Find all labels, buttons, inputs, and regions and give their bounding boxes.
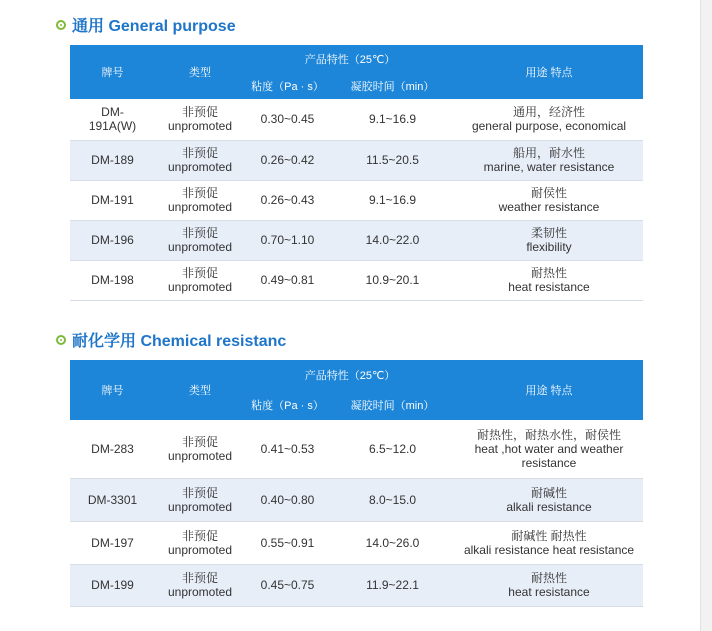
cell-gel-time: 9.1~16.9 bbox=[330, 99, 455, 140]
header-brand: 牌号 bbox=[70, 360, 155, 420]
table-row bbox=[70, 99, 643, 140]
cell-viscosity: 0.41~0.53 bbox=[245, 420, 330, 478]
table-row bbox=[70, 220, 643, 260]
table-row bbox=[70, 564, 643, 606]
table-row bbox=[70, 140, 643, 180]
cell-viscosity: 0.49~0.81 bbox=[245, 260, 330, 300]
header-usage: 用途 特点 bbox=[455, 45, 643, 99]
cell-gel-time: 14.0~26.0 bbox=[330, 521, 455, 564]
cell-brand: DM-199 bbox=[70, 564, 155, 606]
cell-type: 非预促 unpromoted bbox=[155, 478, 245, 521]
cell-brand: DM-191 bbox=[70, 180, 155, 220]
cell-viscosity: 0.26~0.42 bbox=[245, 140, 330, 180]
section-title-text: 通用 General purpose bbox=[72, 18, 236, 35]
chemical-resistance-table bbox=[70, 360, 643, 607]
section-title-general bbox=[56, 13, 236, 36]
cell-viscosity: 0.26~0.43 bbox=[245, 180, 330, 220]
header-type: 类型 bbox=[155, 45, 245, 99]
header-type: 类型 bbox=[155, 360, 245, 420]
cell-type: 非预促 unpromoted bbox=[155, 99, 245, 140]
cell-viscosity: 0.70~1.10 bbox=[245, 220, 330, 260]
bullet-icon bbox=[56, 20, 66, 30]
header-viscosity: 粘度（Pa · s） bbox=[245, 390, 330, 420]
table-body bbox=[70, 99, 643, 300]
cell-brand: DM- 191A(W) bbox=[70, 99, 155, 140]
cell-type: 非预促 unpromoted bbox=[155, 564, 245, 606]
header-props: 产品特性（25℃） bbox=[245, 360, 455, 390]
table-row bbox=[70, 521, 643, 564]
general-purpose-table bbox=[70, 45, 643, 301]
header-brand: 牌号 bbox=[70, 45, 155, 99]
cell-brand: DM-3301 bbox=[70, 478, 155, 521]
header-viscosity: 粘度（Pa · s） bbox=[245, 72, 330, 99]
cell-usage: 耐碱性 耐热性 alkali resistance heat resistance bbox=[455, 521, 643, 564]
cell-brand: DM-197 bbox=[70, 521, 155, 564]
cell-type: 非预促 unpromoted bbox=[155, 220, 245, 260]
page-edge bbox=[700, 0, 712, 631]
table-body bbox=[70, 420, 643, 606]
cell-usage: 柔韧性 flexibility bbox=[455, 220, 643, 260]
cell-viscosity: 0.30~0.45 bbox=[245, 99, 330, 140]
cell-gel-time: 9.1~16.9 bbox=[330, 180, 455, 220]
table-row bbox=[70, 180, 643, 220]
cell-viscosity: 0.40~0.80 bbox=[245, 478, 330, 521]
cell-brand: DM-196 bbox=[70, 220, 155, 260]
cell-viscosity: 0.45~0.75 bbox=[245, 564, 330, 606]
cell-usage: 耐热性 heat resistance bbox=[455, 260, 643, 300]
cell-usage: 耐侯性 weather resistance bbox=[455, 180, 643, 220]
cell-viscosity: 0.55~0.91 bbox=[245, 521, 330, 564]
section-title-chemical bbox=[56, 328, 286, 351]
cell-usage: 耐碱性 alkali resistance bbox=[455, 478, 643, 521]
table-row bbox=[70, 478, 643, 521]
header-gel-time: 凝胶时间（min） bbox=[330, 390, 455, 420]
cell-gel-time: 14.0~22.0 bbox=[330, 220, 455, 260]
cell-usage: 耐热性 heat resistance bbox=[455, 564, 643, 606]
cell-brand: DM-198 bbox=[70, 260, 155, 300]
cell-usage: 通用，经济性 general purpose, economical bbox=[455, 99, 643, 140]
header-usage: 用途 特点 bbox=[455, 360, 643, 420]
cell-type: 非预促 unpromoted bbox=[155, 521, 245, 564]
cell-type: 非预促 unpromoted bbox=[155, 140, 245, 180]
table-row bbox=[70, 260, 643, 300]
cell-type: 非预促 unpromoted bbox=[155, 260, 245, 300]
header-gel-time: 凝胶时间（min） bbox=[330, 72, 455, 99]
cell-usage: 船用，耐水性 marine, water resistance bbox=[455, 140, 643, 180]
cell-brand: DM-189 bbox=[70, 140, 155, 180]
cell-gel-time: 10.9~20.1 bbox=[330, 260, 455, 300]
cell-gel-time: 11.5~20.5 bbox=[330, 140, 455, 180]
cell-brand: DM-283 bbox=[70, 420, 155, 478]
table-row bbox=[70, 420, 643, 478]
cell-type: 非预促 unpromoted bbox=[155, 180, 245, 220]
section-title-text: 耐化学用 Chemical resistanc bbox=[72, 333, 287, 350]
bullet-icon bbox=[56, 335, 66, 345]
cell-gel-time: 11.9~22.1 bbox=[330, 564, 455, 606]
cell-gel-time: 6.5~12.0 bbox=[330, 420, 455, 478]
cell-gel-time: 8.0~15.0 bbox=[330, 478, 455, 521]
header-props: 产品特性（25℃） bbox=[245, 45, 455, 72]
cell-type: 非预促 unpromoted bbox=[155, 420, 245, 478]
cell-usage: 耐热性，耐热水性，耐侯性 heat ,hot water and weather resistance bbox=[455, 420, 643, 478]
